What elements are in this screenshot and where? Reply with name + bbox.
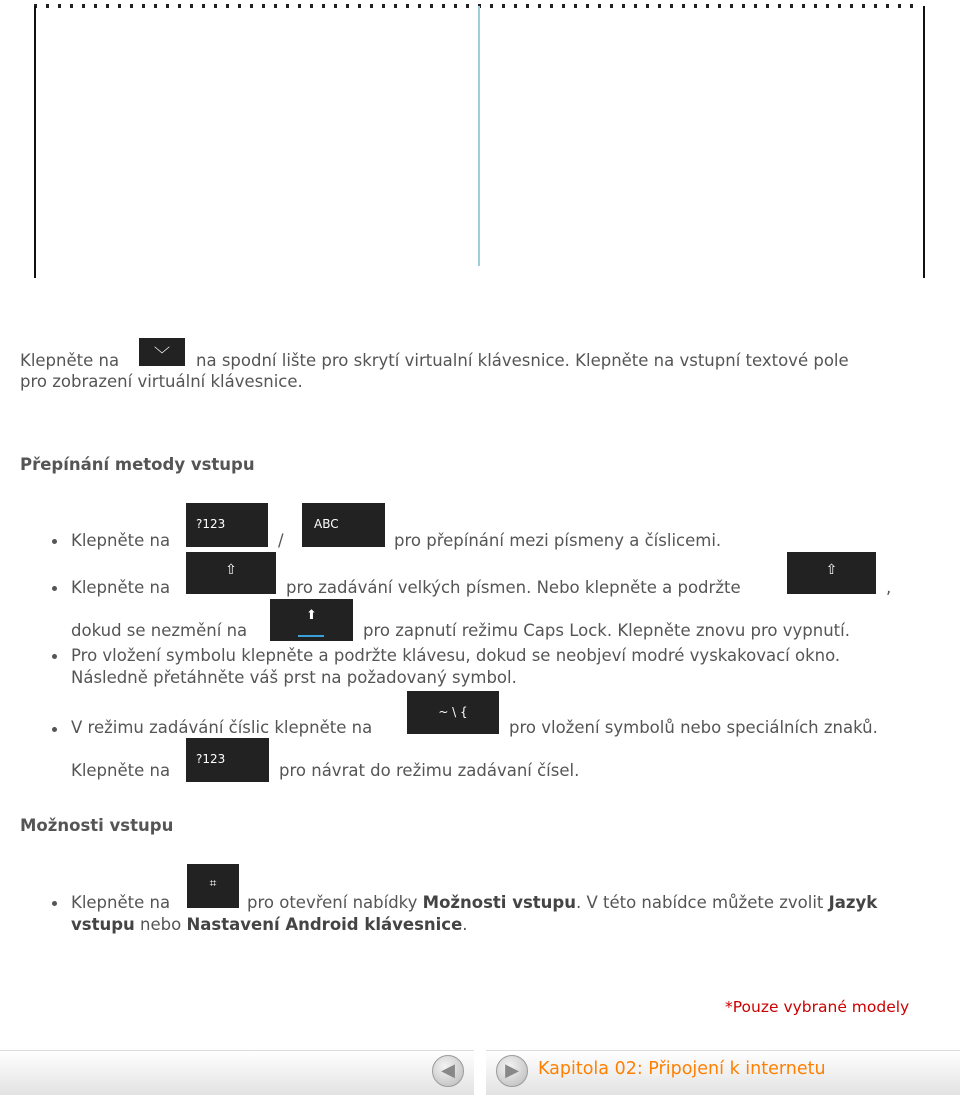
options-line1: pro otevření nabídky Možnosti vstupu. V této nabídce můžete zvolit Jazyk	[247, 893, 878, 912]
key-numbers: ?123	[186, 503, 268, 547]
item1-text-a: Klepněte na	[71, 531, 171, 550]
key-numbers-return: ?123	[186, 738, 269, 782]
key-capslock	[270, 599, 353, 641]
item3-text-b: Následně přetáhněte váš prst na požadovaný symbol.	[71, 668, 517, 687]
key-abc: ABC	[302, 503, 385, 547]
item4-text-d: pro návrat do režimu zadávaní čísel.	[279, 761, 580, 780]
bullet-icon	[52, 539, 57, 544]
shift-icon: ⇧	[825, 562, 838, 578]
keyboard-screenshot	[0, 0, 960, 280]
footer-prev-bar	[0, 1050, 474, 1095]
bullet-icon	[52, 727, 57, 732]
item4-text-a: V režimu zadávání číslic klepněte na	[71, 718, 373, 737]
item1-separator: /	[278, 531, 284, 550]
item2-text-d: dokud se nezmění na	[71, 621, 248, 640]
capslock-icon: ⬆	[306, 608, 317, 623]
options-text-a: Klepněte na	[71, 893, 171, 912]
key-shift	[186, 552, 276, 594]
chapter-link[interactable]: Kapitola 02: Připojení k internetu	[538, 1059, 826, 1079]
prev-page-button[interactable]: ◀	[432, 1055, 464, 1087]
frame-center-divider	[478, 6, 480, 266]
capslock-indicator	[298, 635, 324, 637]
hide-keyboard-key	[139, 338, 185, 366]
key-symbols: ~ \ {	[407, 691, 499, 734]
settings-icon: ⌗	[209, 876, 217, 890]
item2-text-a: Klepněte na	[71, 578, 171, 597]
intro-text-end: na spodní lište pro skrytí virtualní klávesnice. Klepněte na vstupní textové pole	[196, 351, 849, 370]
key-shift-hold	[787, 552, 876, 594]
frame-right-border	[923, 6, 925, 278]
intro-text-line2: pro zobrazení virtuální klávesnice.	[20, 372, 303, 391]
section-heading-input-method: Přepínání metody vstupu	[20, 455, 255, 474]
item3-text-a: Pro vložení symbolu klepněte a podržte klávesu, dokud se neobjeví modré vyskakovací okno.	[71, 646, 841, 665]
item2-text-b: pro zadávání velkých písmen. Nebo klepněte a podržte	[286, 578, 741, 597]
item2-text-e: pro zapnutí režimu Caps Lock. Klepněte znovu pro vypnutí.	[363, 621, 850, 640]
options-line2: vstupu nebo Nastavení Android klávesnice.	[71, 915, 468, 934]
chevron-down-icon: ﹀	[153, 345, 170, 364]
bullet-icon	[52, 654, 57, 659]
next-page-button[interactable]: ▶	[496, 1055, 528, 1087]
item2-text-c: ,	[886, 578, 892, 597]
key-input-options	[187, 864, 239, 908]
bullet-icon	[52, 586, 57, 591]
keyboard-top-edge	[34, 4, 914, 8]
section-heading-input-options: Možnosti vstupu	[20, 816, 174, 835]
item4-text-b: pro vložení symbolů nebo speciálních znaků.	[509, 718, 878, 737]
intro-text-start: Klepněte na	[20, 351, 120, 370]
frame-left-border	[34, 6, 36, 278]
model-note: *Pouze vybrané modely	[725, 998, 910, 1016]
item1-text-b: pro přepínání mezi písmeny a číslicemi.	[394, 531, 722, 550]
bullet-icon	[52, 901, 57, 906]
shift-icon: ⇧	[225, 562, 237, 578]
item4-text-c: Klepněte na	[71, 761, 171, 780]
